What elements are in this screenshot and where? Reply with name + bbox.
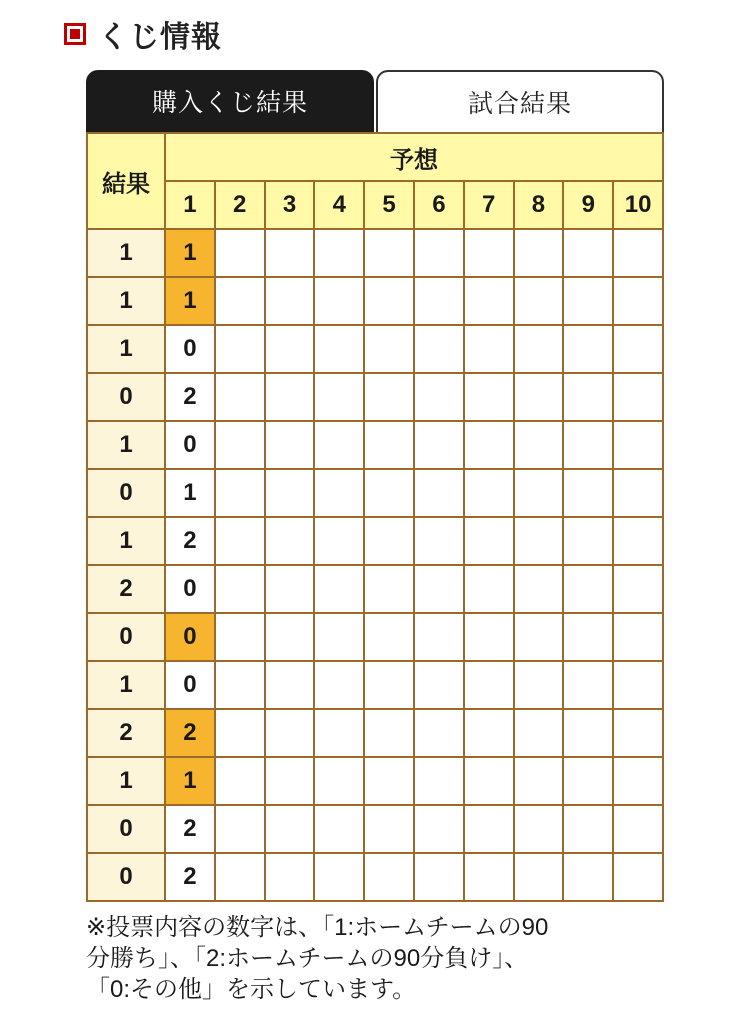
empty-prediction-cell: [364, 421, 414, 469]
empty-prediction-cell: [215, 325, 265, 373]
result-cell: 1: [87, 325, 165, 373]
empty-prediction-cell: [563, 565, 613, 613]
empty-prediction-cell: [364, 565, 414, 613]
red-square-icon: [64, 23, 86, 45]
empty-prediction-cell: [215, 661, 265, 709]
table-row: [87, 805, 663, 853]
empty-prediction-cell: [563, 709, 613, 757]
empty-prediction-cell: [464, 805, 514, 853]
prediction-cell: 0: [165, 421, 215, 469]
empty-prediction-cell: [314, 709, 364, 757]
empty-prediction-cell: [364, 517, 414, 565]
prediction-number-header: 8: [514, 181, 564, 229]
empty-prediction-cell: [514, 469, 564, 517]
prediction-cell: 0: [165, 661, 215, 709]
empty-prediction-cell: [314, 229, 364, 277]
empty-prediction-cell: [414, 613, 464, 661]
prediction-cell-hit: 1: [165, 757, 215, 805]
prediction-cell: 1: [165, 469, 215, 517]
empty-prediction-cell: [364, 373, 414, 421]
table-row: [87, 373, 663, 421]
empty-prediction-cell: [314, 613, 364, 661]
prediction-number-header: 4: [314, 181, 364, 229]
result-cell: 0: [87, 853, 165, 901]
prediction-number-header: 9: [563, 181, 613, 229]
empty-prediction-cell: [364, 661, 414, 709]
empty-prediction-cell: [414, 757, 464, 805]
empty-prediction-cell: [314, 805, 364, 853]
empty-prediction-cell: [613, 421, 663, 469]
empty-prediction-cell: [414, 805, 464, 853]
empty-prediction-cell: [613, 229, 663, 277]
legend-note: ※投票内容の数字は、「1:ホームチームの90 分勝ち」、「2:ホームチームの90分負け」、 「0:その他」を示しています。: [86, 914, 549, 1003]
empty-prediction-cell: [464, 469, 514, 517]
empty-prediction-cell: [613, 661, 663, 709]
empty-prediction-cell: [265, 325, 315, 373]
result-cell: 0: [87, 805, 165, 853]
empty-prediction-cell: [314, 325, 364, 373]
tab-bar: [86, 70, 664, 132]
prediction-number-header-row: [87, 181, 663, 229]
empty-prediction-cell: [215, 517, 265, 565]
empty-prediction-cell: [514, 517, 564, 565]
empty-prediction-cell: [265, 469, 315, 517]
prediction-cell-hit: 2: [165, 709, 215, 757]
empty-prediction-cell: [514, 853, 564, 901]
empty-prediction-cell: [265, 517, 315, 565]
table-row: [87, 421, 663, 469]
empty-prediction-cell: [414, 565, 464, 613]
prediction-cell: 2: [165, 373, 215, 421]
result-cell: 2: [87, 709, 165, 757]
empty-prediction-cell: [215, 469, 265, 517]
empty-prediction-cell: [613, 613, 663, 661]
empty-prediction-cell: [364, 277, 414, 325]
empty-prediction-cell: [464, 613, 514, 661]
tab-match-results[interactable]: 試合結果: [376, 70, 664, 132]
empty-prediction-cell: [364, 613, 414, 661]
empty-prediction-cell: [215, 709, 265, 757]
empty-prediction-cell: [464, 709, 514, 757]
empty-prediction-cell: [514, 421, 564, 469]
empty-prediction-cell: [563, 517, 613, 565]
empty-prediction-cell: [514, 805, 564, 853]
empty-prediction-cell: [464, 565, 514, 613]
section-title: くじ情報: [98, 21, 222, 54]
empty-prediction-cell: [265, 853, 315, 901]
result-cell: 1: [87, 229, 165, 277]
prediction-number-header: 5: [364, 181, 414, 229]
empty-prediction-cell: [414, 325, 464, 373]
table-row: [87, 565, 663, 613]
empty-prediction-cell: [265, 421, 315, 469]
empty-prediction-cell: [265, 277, 315, 325]
empty-prediction-cell: [265, 229, 315, 277]
empty-prediction-cell: [563, 229, 613, 277]
empty-prediction-cell: [613, 517, 663, 565]
empty-prediction-cell: [414, 373, 464, 421]
empty-prediction-cell: [514, 373, 564, 421]
empty-prediction-cell: [215, 613, 265, 661]
empty-prediction-cell: [464, 757, 514, 805]
empty-prediction-cell: [364, 325, 414, 373]
empty-prediction-cell: [514, 613, 564, 661]
prediction-cell: 0: [165, 325, 215, 373]
empty-prediction-cell: [215, 277, 265, 325]
result-cell: 1: [87, 661, 165, 709]
empty-prediction-cell: [464, 325, 514, 373]
empty-prediction-cell: [464, 661, 514, 709]
empty-prediction-cell: [314, 853, 364, 901]
result-cell: 1: [87, 517, 165, 565]
empty-prediction-cell: [613, 805, 663, 853]
prediction-cell-hit: 1: [165, 277, 215, 325]
empty-prediction-cell: [314, 517, 364, 565]
empty-prediction-cell: [563, 661, 613, 709]
empty-prediction-cell: [364, 469, 414, 517]
table-row: [87, 613, 663, 661]
empty-prediction-cell: [514, 757, 564, 805]
prediction-cell-hit: 0: [165, 613, 215, 661]
empty-prediction-cell: [514, 277, 564, 325]
result-cell: 1: [87, 421, 165, 469]
empty-prediction-cell: [215, 421, 265, 469]
empty-prediction-cell: [265, 661, 315, 709]
empty-prediction-cell: [364, 805, 414, 853]
table-row: [87, 325, 663, 373]
results-table: [86, 132, 664, 902]
empty-prediction-cell: [215, 373, 265, 421]
empty-prediction-cell: [265, 613, 315, 661]
empty-prediction-cell: [414, 661, 464, 709]
result-cell: 2: [87, 565, 165, 613]
prediction-number-header: 3: [265, 181, 315, 229]
table-row: [87, 469, 663, 517]
empty-prediction-cell: [414, 229, 464, 277]
empty-prediction-cell: [464, 277, 514, 325]
empty-prediction-cell: [613, 757, 663, 805]
empty-prediction-cell: [613, 325, 663, 373]
empty-prediction-cell: [464, 229, 514, 277]
empty-prediction-cell: [314, 757, 364, 805]
prediction-cell: 2: [165, 805, 215, 853]
empty-prediction-cell: [364, 853, 414, 901]
empty-prediction-cell: [563, 469, 613, 517]
empty-prediction-cell: [563, 613, 613, 661]
empty-prediction-cell: [613, 853, 663, 901]
results-table-body: [87, 229, 663, 901]
empty-prediction-cell: [364, 229, 414, 277]
empty-prediction-cell: [314, 421, 364, 469]
prediction-number-header: 7: [464, 181, 514, 229]
empty-prediction-cell: [464, 373, 514, 421]
empty-prediction-cell: [563, 853, 613, 901]
empty-prediction-cell: [613, 709, 663, 757]
tab-purchased-results[interactable]: 購入くじ結果: [86, 70, 374, 132]
empty-prediction-cell: [514, 661, 564, 709]
empty-prediction-cell: [563, 325, 613, 373]
prediction-cell: 2: [165, 517, 215, 565]
empty-prediction-cell: [414, 277, 464, 325]
table-row: [87, 709, 663, 757]
empty-prediction-cell: [563, 373, 613, 421]
result-cell: 0: [87, 613, 165, 661]
table-row: [87, 853, 663, 901]
prediction-number-header: 10: [613, 181, 663, 229]
empty-prediction-cell: [613, 565, 663, 613]
empty-prediction-cell: [613, 277, 663, 325]
result-column-header: 結果: [87, 133, 165, 229]
empty-prediction-cell: [215, 229, 265, 277]
empty-prediction-cell: [215, 757, 265, 805]
empty-prediction-cell: [563, 805, 613, 853]
empty-prediction-cell: [464, 853, 514, 901]
empty-prediction-cell: [215, 853, 265, 901]
empty-prediction-cell: [514, 565, 564, 613]
empty-prediction-cell: [514, 709, 564, 757]
prediction-number-header: 2: [215, 181, 265, 229]
empty-prediction-cell: [464, 517, 514, 565]
result-cell: 0: [87, 469, 165, 517]
empty-prediction-cell: [613, 469, 663, 517]
result-cell: 1: [87, 757, 165, 805]
table-row: [87, 517, 663, 565]
empty-prediction-cell: [215, 565, 265, 613]
empty-prediction-cell: [414, 853, 464, 901]
empty-prediction-cell: [265, 373, 315, 421]
empty-prediction-cell: [265, 565, 315, 613]
prediction-cell: 2: [165, 853, 215, 901]
empty-prediction-cell: [265, 757, 315, 805]
empty-prediction-cell: [414, 517, 464, 565]
prediction-cell-hit: 1: [165, 229, 215, 277]
empty-prediction-cell: [514, 325, 564, 373]
empty-prediction-cell: [314, 565, 364, 613]
empty-prediction-cell: [364, 757, 414, 805]
empty-prediction-cell: [514, 229, 564, 277]
table-row: [87, 661, 663, 709]
result-cell: 1: [87, 277, 165, 325]
empty-prediction-cell: [563, 421, 613, 469]
empty-prediction-cell: [265, 805, 315, 853]
empty-prediction-cell: [265, 709, 315, 757]
empty-prediction-cell: [314, 661, 364, 709]
empty-prediction-cell: [414, 421, 464, 469]
empty-prediction-cell: [613, 373, 663, 421]
empty-prediction-cell: [414, 709, 464, 757]
prediction-number-header: 1: [165, 181, 215, 229]
empty-prediction-cell: [414, 469, 464, 517]
empty-prediction-cell: [314, 373, 364, 421]
empty-prediction-cell: [563, 277, 613, 325]
table-row: [87, 229, 663, 277]
empty-prediction-cell: [314, 277, 364, 325]
prediction-number-header: 6: [414, 181, 464, 229]
empty-prediction-cell: [563, 757, 613, 805]
empty-prediction-cell: [364, 709, 414, 757]
result-cell: 0: [87, 373, 165, 421]
empty-prediction-cell: [314, 469, 364, 517]
empty-prediction-cell: [464, 421, 514, 469]
prediction-cell: 0: [165, 565, 215, 613]
table-row: [87, 277, 663, 325]
table-row: [87, 757, 663, 805]
empty-prediction-cell: [215, 805, 265, 853]
section-header: [64, 14, 222, 54]
prediction-column-header: 予想: [165, 133, 663, 181]
